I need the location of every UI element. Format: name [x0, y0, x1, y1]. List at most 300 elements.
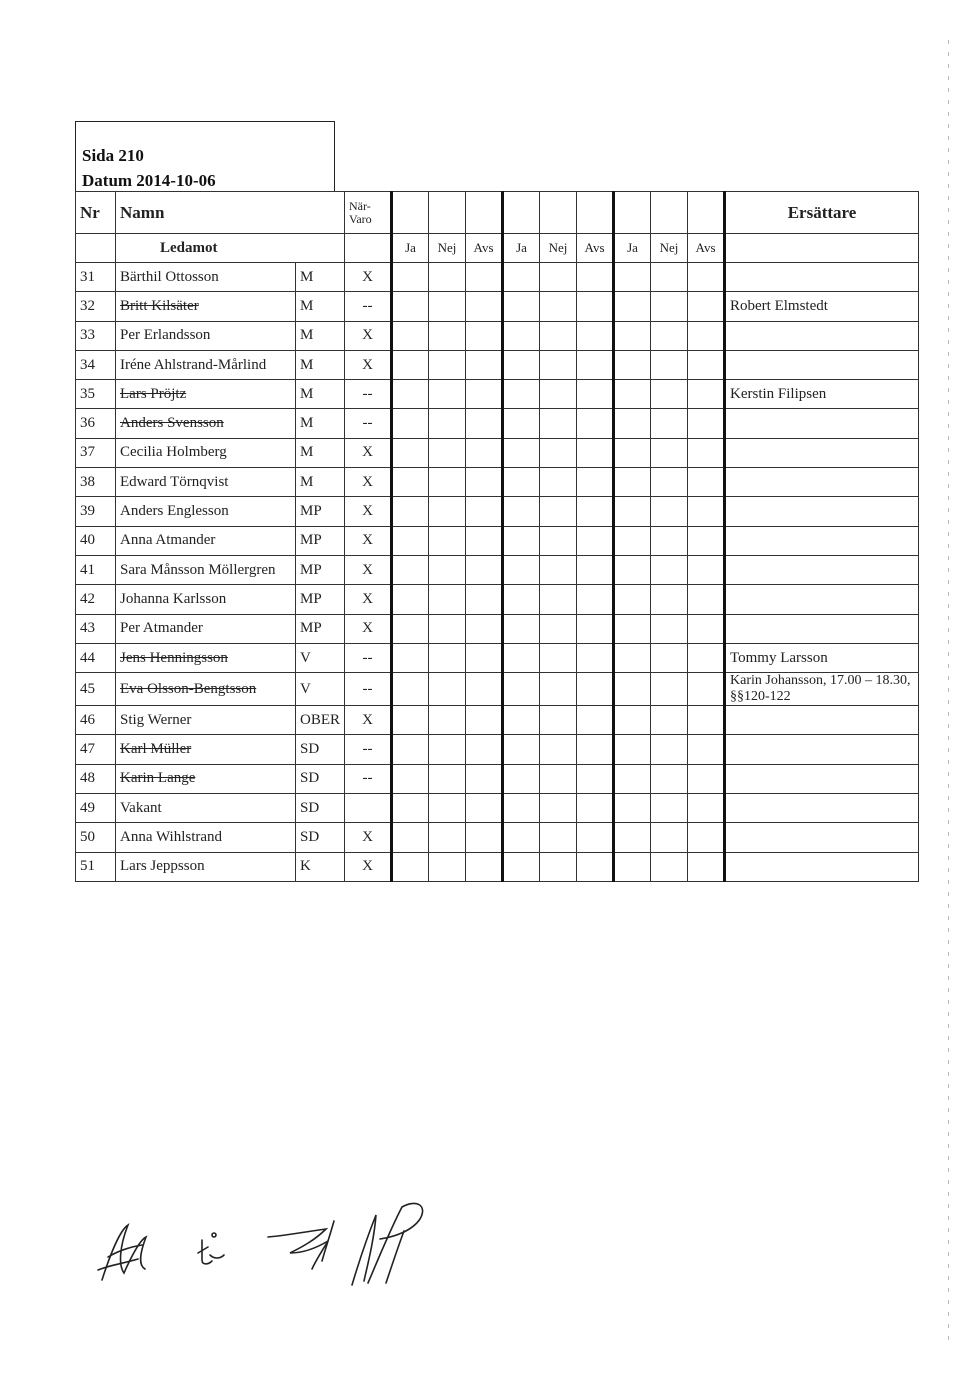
vote-cell [540, 614, 577, 643]
member-name: Stig Werner [116, 706, 296, 735]
vote-cell [392, 409, 429, 438]
vote-cell [429, 263, 466, 292]
vote-cell [577, 321, 614, 350]
vote-cell [503, 706, 540, 735]
vote-cell [688, 643, 725, 672]
member-ersattare [725, 735, 919, 764]
member-row [76, 409, 919, 438]
vote-cell [614, 852, 651, 881]
member-ersattare [725, 409, 919, 438]
member-name: Lars Pröjtz [116, 380, 296, 409]
member-nr: 42 [76, 585, 116, 614]
vote-cell [392, 585, 429, 614]
col-nr: Nr [76, 192, 116, 234]
member-nr: 37 [76, 438, 116, 467]
member-narvaro [345, 794, 392, 823]
vote-cell [614, 794, 651, 823]
vote-cell [651, 526, 688, 555]
member-party: MP [296, 585, 345, 614]
member-name: Johanna Karlsson [116, 585, 296, 614]
member-ersattare [725, 263, 919, 292]
vote-cell [503, 497, 540, 526]
member-name: Anna Wihlstrand [116, 823, 296, 852]
member-narvaro: X [345, 468, 392, 497]
vote-cell [651, 614, 688, 643]
member-narvaro: X [345, 823, 392, 852]
vote-cell [466, 555, 503, 584]
vote-cell [466, 706, 503, 735]
member-row [76, 526, 919, 555]
member-narvaro: -- [345, 643, 392, 672]
member-ersattare [725, 852, 919, 881]
vote-cell [503, 673, 540, 706]
member-row [76, 852, 919, 881]
vote-cell [540, 764, 577, 793]
member-row [76, 321, 919, 350]
vote-cell [466, 735, 503, 764]
col-ersattare: Ersättare [725, 192, 919, 234]
vote-cell [688, 706, 725, 735]
vote-header: Avs [577, 234, 614, 263]
member-ersattare [725, 468, 919, 497]
vote-cell [429, 673, 466, 706]
vote-header: Ja [503, 234, 540, 263]
vote-cell [503, 614, 540, 643]
vote-cell [466, 585, 503, 614]
vote-cell [429, 614, 466, 643]
vote-cell [392, 794, 429, 823]
member-party: SD [296, 735, 345, 764]
vote-cell [577, 794, 614, 823]
member-nr: 33 [76, 321, 116, 350]
member-nr: 40 [76, 526, 116, 555]
vote-cell [540, 350, 577, 379]
member-name: Vakant [116, 794, 296, 823]
member-row [76, 380, 919, 409]
vote-cell [503, 852, 540, 881]
vote-cell [466, 292, 503, 321]
vote-cell [651, 823, 688, 852]
vote-cell [577, 706, 614, 735]
vote-cell [614, 706, 651, 735]
member-narvaro: X [345, 706, 392, 735]
member-narvaro: -- [345, 292, 392, 321]
vote-cell [503, 350, 540, 379]
member-narvaro: X [345, 526, 392, 555]
vote-cell [688, 292, 725, 321]
signatures [90, 1185, 430, 1295]
vote-cell [540, 468, 577, 497]
vote-cell [577, 263, 614, 292]
vote-cell [429, 350, 466, 379]
member-narvaro: -- [345, 735, 392, 764]
member-party: SD [296, 764, 345, 793]
vote-cell [503, 735, 540, 764]
vote-cell [392, 321, 429, 350]
page-number: Sida 210 [82, 146, 144, 165]
vote-cell [688, 852, 725, 881]
member-row [76, 823, 919, 852]
member-name: Eva Olsson-Bengtsson [116, 673, 296, 706]
vote-cell [466, 823, 503, 852]
vote-cell [651, 468, 688, 497]
vote-cell [688, 263, 725, 292]
member-nr: 36 [76, 409, 116, 438]
member-party: M [296, 263, 345, 292]
member-ersattare [725, 350, 919, 379]
vote-cell [466, 764, 503, 793]
vote-cell [503, 526, 540, 555]
vote-cell [614, 263, 651, 292]
vote-cell [577, 380, 614, 409]
member-nr: 44 [76, 643, 116, 672]
vote-cell [651, 555, 688, 584]
member-row [76, 614, 919, 643]
member-party: K [296, 852, 345, 881]
vote-cell [503, 438, 540, 467]
member-narvaro: X [345, 585, 392, 614]
member-name: Bärthil Ottosson [116, 263, 296, 292]
col-ledamot: Ledamot [116, 234, 345, 263]
vote-cell [540, 794, 577, 823]
vote-cell [392, 350, 429, 379]
member-nr: 50 [76, 823, 116, 852]
vote-cell [429, 321, 466, 350]
member-party: V [296, 673, 345, 706]
member-party: M [296, 350, 345, 379]
member-nr: 38 [76, 468, 116, 497]
member-party: M [296, 468, 345, 497]
vote-cell [577, 468, 614, 497]
vote-cell [503, 794, 540, 823]
member-nr: 35 [76, 380, 116, 409]
member-name: Lars Jeppsson [116, 852, 296, 881]
vote-cell [429, 292, 466, 321]
vote-cell [466, 380, 503, 409]
vote-cell [540, 673, 577, 706]
vote-header: Avs [466, 234, 503, 263]
vote-cell [392, 292, 429, 321]
member-ersattare [725, 614, 919, 643]
vote-cell [651, 438, 688, 467]
vote-cell [614, 497, 651, 526]
member-party: OBER [296, 706, 345, 735]
member-ersattare [725, 585, 919, 614]
member-ersattare [725, 526, 919, 555]
member-name: Anders Svensson [116, 409, 296, 438]
member-party: SD [296, 823, 345, 852]
vote-cell [466, 497, 503, 526]
vote-cell [540, 321, 577, 350]
vote-cell [688, 321, 725, 350]
vote-cell [466, 643, 503, 672]
member-party: MP [296, 526, 345, 555]
member-party: M [296, 292, 345, 321]
vote-cell [540, 409, 577, 438]
member-narvaro: X [345, 852, 392, 881]
member-nr: 49 [76, 794, 116, 823]
vote-cell [540, 438, 577, 467]
member-name: Cecilia Holmberg [116, 438, 296, 467]
vote-cell [614, 823, 651, 852]
vote-cell [429, 585, 466, 614]
vote-cell [688, 585, 725, 614]
member-ersattare [725, 706, 919, 735]
vote-cell [503, 409, 540, 438]
member-name: Jens Henningsson [116, 643, 296, 672]
member-nr: 32 [76, 292, 116, 321]
vote-cell [614, 555, 651, 584]
vote-cell [429, 380, 466, 409]
member-ersattare [725, 764, 919, 793]
vote-cell [429, 526, 466, 555]
member-ersattare: Robert Elmstedt [725, 292, 919, 321]
vote-cell [688, 764, 725, 793]
vote-cell [392, 263, 429, 292]
member-name: Karin Lange [116, 764, 296, 793]
vote-cell [614, 409, 651, 438]
member-nr: 46 [76, 706, 116, 735]
vote-cell [540, 643, 577, 672]
member-party: M [296, 380, 345, 409]
member-row [76, 555, 919, 584]
member-name: Sara Månsson Möllergren [116, 555, 296, 584]
member-row [76, 794, 919, 823]
col-namn: Namn [116, 192, 345, 234]
vote-cell [651, 673, 688, 706]
vote-cell [688, 794, 725, 823]
vote-cell [466, 614, 503, 643]
vote-cell [614, 673, 651, 706]
vote-cell [614, 585, 651, 614]
vote-cell [503, 468, 540, 497]
member-nr: 31 [76, 263, 116, 292]
member-ersattare [725, 823, 919, 852]
vote-header: Ja [614, 234, 651, 263]
vote-cell [540, 585, 577, 614]
vote-cell [577, 614, 614, 643]
vote-cell [651, 643, 688, 672]
member-name: Iréne Ahlstrand-Mårlind [116, 350, 296, 379]
member-row [76, 764, 919, 793]
vote-cell [429, 438, 466, 467]
member-name: Anna Atmander [116, 526, 296, 555]
member-narvaro: X [345, 555, 392, 584]
member-name: Per Atmander [116, 614, 296, 643]
vote-cell [503, 380, 540, 409]
member-row [76, 292, 919, 321]
vote-cell [577, 764, 614, 793]
member-row [76, 350, 919, 379]
vote-cell [392, 852, 429, 881]
vote-cell [688, 614, 725, 643]
vote-cell [392, 823, 429, 852]
vote-cell [466, 673, 503, 706]
vote-header: Nej [540, 234, 577, 263]
member-narvaro: -- [345, 673, 392, 706]
vote-cell [503, 263, 540, 292]
member-ersattare [725, 555, 919, 584]
vote-cell [688, 673, 725, 706]
vote-cell [466, 468, 503, 497]
vote-cell [577, 643, 614, 672]
vote-cell [540, 263, 577, 292]
member-party: MP [296, 497, 345, 526]
vote-cell [540, 706, 577, 735]
member-narvaro: X [345, 614, 392, 643]
vote-cell [466, 438, 503, 467]
vote-cell [540, 497, 577, 526]
member-name: Karl Müller [116, 735, 296, 764]
vote-cell [651, 735, 688, 764]
vote-cell [688, 526, 725, 555]
member-ersattare [725, 438, 919, 467]
vote-cell [392, 555, 429, 584]
vote-header: Nej [429, 234, 466, 263]
vote-cell [651, 794, 688, 823]
vote-cell [392, 526, 429, 555]
vote-cell [651, 585, 688, 614]
vote-cell [651, 409, 688, 438]
vote-cell [688, 497, 725, 526]
member-narvaro: X [345, 438, 392, 467]
vote-cell [392, 497, 429, 526]
vote-cell [429, 706, 466, 735]
vote-cell [466, 321, 503, 350]
member-narvaro: X [345, 321, 392, 350]
member-nr: 34 [76, 350, 116, 379]
member-nr: 51 [76, 852, 116, 881]
vote-cell [503, 321, 540, 350]
member-row [76, 468, 919, 497]
vote-cell [577, 350, 614, 379]
vote-cell [577, 555, 614, 584]
vote-header: Ja [392, 234, 429, 263]
member-party: M [296, 321, 345, 350]
member-name: Anders Englesson [116, 497, 296, 526]
ledamot-row [76, 234, 919, 263]
member-nr: 39 [76, 497, 116, 526]
vote-cell [614, 526, 651, 555]
member-row [76, 673, 919, 706]
header-row [76, 192, 919, 234]
vote-cell [540, 823, 577, 852]
member-row [76, 735, 919, 764]
member-nr: 47 [76, 735, 116, 764]
member-ersattare [725, 497, 919, 526]
member-row [76, 706, 919, 735]
vote-cell [651, 497, 688, 526]
vote-cell [392, 673, 429, 706]
vote-cell [651, 852, 688, 881]
vote-cell [651, 350, 688, 379]
vote-cell [651, 263, 688, 292]
member-row [76, 643, 919, 672]
vote-cell [466, 526, 503, 555]
vote-cell [429, 735, 466, 764]
vote-cell [577, 497, 614, 526]
vote-header: Avs [688, 234, 725, 263]
member-party: V [296, 643, 345, 672]
vote-cell [392, 380, 429, 409]
vote-cell [392, 735, 429, 764]
member-narvaro: X [345, 263, 392, 292]
vote-cell [614, 321, 651, 350]
member-party: M [296, 438, 345, 467]
vote-cell [577, 526, 614, 555]
vote-cell [540, 852, 577, 881]
vote-cell [614, 380, 651, 409]
vote-cell [540, 380, 577, 409]
vote-cell [577, 735, 614, 764]
member-narvaro: -- [345, 380, 392, 409]
vote-cell [614, 438, 651, 467]
vote-cell [540, 555, 577, 584]
member-name: Edward Törnqvist [116, 468, 296, 497]
vote-cell [392, 643, 429, 672]
member-ersattare: Karin Johansson, 17.00 – 18.30, §§120-122 [725, 673, 919, 706]
vote-cell [503, 585, 540, 614]
vote-cell [688, 735, 725, 764]
vote-cell [577, 438, 614, 467]
member-row [76, 497, 919, 526]
vote-cell [688, 350, 725, 379]
vote-cell [688, 380, 725, 409]
member-narvaro: -- [345, 409, 392, 438]
member-name: Per Erlandsson [116, 321, 296, 350]
vote-cell [577, 852, 614, 881]
vote-cell [466, 263, 503, 292]
vote-cell [466, 409, 503, 438]
vote-cell [651, 706, 688, 735]
vote-cell [429, 764, 466, 793]
member-nr: 41 [76, 555, 116, 584]
member-row [76, 438, 919, 467]
vote-cell [614, 643, 651, 672]
member-row [76, 263, 919, 292]
vote-cell [651, 321, 688, 350]
vote-cell [466, 852, 503, 881]
vote-cell [392, 764, 429, 793]
member-ersattare: Kerstin Filipsen [725, 380, 919, 409]
member-party: M [296, 409, 345, 438]
vote-cell [688, 409, 725, 438]
vote-cell [540, 292, 577, 321]
member-party: MP [296, 614, 345, 643]
member-name: Britt Kilsäter [116, 292, 296, 321]
vote-cell [688, 555, 725, 584]
vote-cell [614, 764, 651, 793]
member-party: MP [296, 555, 345, 584]
member-row [76, 585, 919, 614]
vote-cell [429, 823, 466, 852]
vote-cell [503, 643, 540, 672]
meeting-date: Datum 2014-10-06 [82, 171, 216, 190]
vote-cell [429, 852, 466, 881]
vote-cell [466, 794, 503, 823]
vote-cell [392, 438, 429, 467]
vote-cell [688, 823, 725, 852]
vote-cell [614, 735, 651, 764]
vote-cell [614, 350, 651, 379]
member-ersattare [725, 321, 919, 350]
vote-cell [503, 764, 540, 793]
vote-cell [503, 292, 540, 321]
member-nr: 43 [76, 614, 116, 643]
vote-cell [392, 614, 429, 643]
vote-cell [429, 555, 466, 584]
vote-cell [503, 823, 540, 852]
